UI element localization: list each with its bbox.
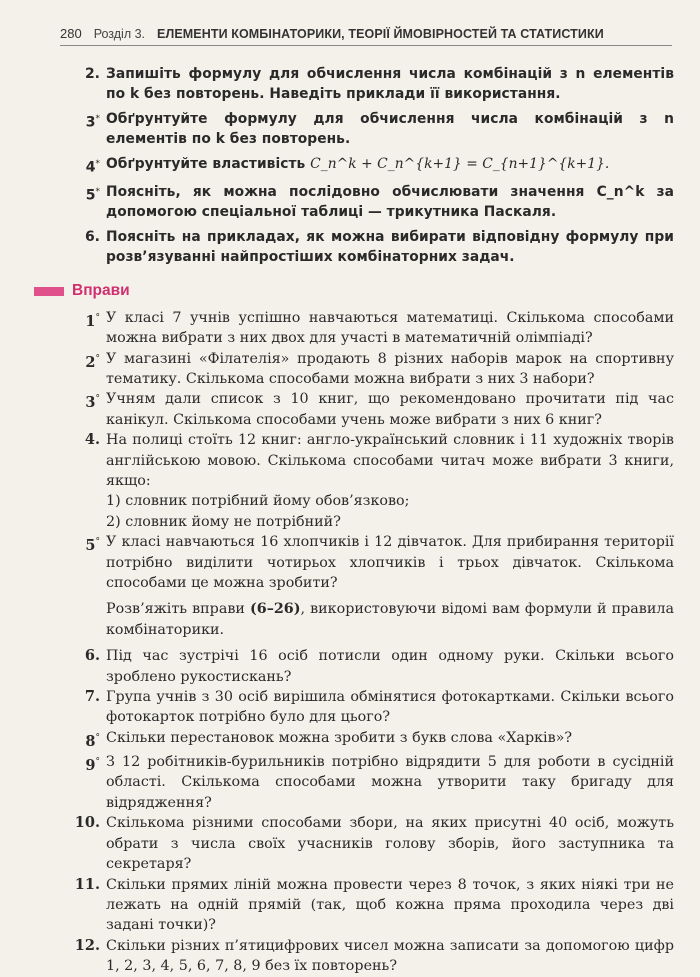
exercise-number-text: 12.	[74, 936, 100, 954]
exercise-subitem: 1) словник потрібний йому обов’язково;	[106, 493, 410, 510]
question-number-text: 3	[85, 114, 96, 131]
exercise-text	[106, 752, 674, 813]
section-label: Розділ 3.	[93, 27, 146, 41]
exercise-number-text: 5	[85, 537, 96, 555]
exercise-item	[66, 389, 674, 430]
exercise-text-body: Скільки різних п’ятицифрових чисел можна записати за допомогою цифр 1, 2, 3, 4, 5, 6, 7, 8, 9 без їх повторень?	[106, 937, 674, 975]
question-difficulty-mark: *	[95, 113, 100, 124]
exercises-heading	[34, 281, 674, 301]
header-rule	[60, 45, 672, 46]
exercise-difficulty-mark: °	[95, 757, 100, 768]
exercise-text-body: На полиці стоїть 12 книг: англо-український словник і 11 художніх творів англійською мовою. Скількома способами читач може вибрати 3 книги, якщо:	[106, 432, 674, 489]
exercise-text	[106, 430, 674, 532]
exercise-number-text: 6.	[84, 647, 100, 665]
exercise-number-text: 4.	[84, 431, 100, 449]
question-text-body: Поясніть на прикладах, як можна вибирати відповідну формулу при розв’язуванні найпростіших комбінаторних задач.	[106, 228, 674, 265]
pascal-identity-formula: C_n^k + C_n^{k+1} = C_{n+1}^{k+1}.	[310, 155, 610, 172]
instruction-range: (6–26)	[249, 601, 301, 618]
section-marker-bar	[34, 287, 64, 296]
question-number	[66, 154, 106, 178]
exercise-text-body: У класі навчаються 16 хлопчиків і 12 дівчаток. Для прибирання території потрібно виділити чотирьох хлопчиків і трьох дівчаток. Скількома способами це можна зробити?	[106, 534, 674, 591]
exercise-text	[106, 532, 674, 593]
chapter-title: ЕЛЕМЕНТИ КОМБІНАТОРИКИ, ТЕОРІЇ ЙМОВІРНОСТЕЙ ТА СТАТИСТИКИ	[157, 27, 604, 41]
exercise-text	[106, 308, 674, 349]
exercise-item	[66, 875, 674, 936]
exercise-number	[66, 308, 106, 349]
question-number-text: 6.	[84, 228, 100, 245]
exercise-text	[106, 875, 674, 936]
exercise-number-text: 1	[85, 312, 96, 330]
question-text-body: Запишіть формулу для обчислення числа комбінацій з n елементів по k без повторень. Наведіть приклади її використання.	[106, 66, 674, 103]
exercise-number-text: 7.	[84, 688, 100, 706]
exercise-number-text: 8	[85, 732, 96, 750]
exercise-number	[66, 813, 106, 874]
exercise-number	[66, 349, 106, 390]
exercise-number	[66, 752, 106, 813]
exercise-subitem: 2) словник йому не потрібний?	[106, 513, 341, 530]
exercise-difficulty-mark: °	[95, 537, 100, 548]
exercise-text-body: У класі 7 учнів успішно навчаються математиці. Скількома способами можна вибрати з них двох для участі в математичній олімпіаді?	[106, 309, 674, 347]
exercise-number	[66, 936, 106, 977]
question-text-body: Обґрунтуйте властивість	[106, 155, 306, 172]
spacer	[66, 267, 674, 271]
instruction-after: , використовуючи відомі вам формули й правила комбінаторики.	[106, 601, 674, 638]
question-difficulty-mark: *	[95, 158, 100, 169]
exercise-text	[106, 646, 674, 687]
exercise-text	[106, 728, 674, 752]
exercise-number	[66, 532, 106, 593]
exercises-title: Вправи	[72, 282, 130, 300]
review-questions	[66, 64, 674, 271]
exercise-number	[66, 875, 106, 936]
instruction-before: Розв’яжіть вправи	[106, 601, 250, 618]
question-text-body: Поясніть, як можна послідовно обчислювати значення C_n^k за допомогою спеціальної таблиці — трикутника Паскаля.	[106, 183, 674, 221]
page-number: 280	[60, 26, 82, 41]
question-text	[106, 64, 674, 105]
question-number	[66, 64, 106, 105]
exercise-text-body: У магазині «Філателія» продають 8 різних наборів марок на спортивну тематику. Скількома способами можна вибрати з них 3 набори?	[106, 350, 674, 387]
question-difficulty-mark: *	[95, 186, 100, 197]
question-number	[66, 182, 106, 223]
exercise-text-body: Скільки прямих ліній можна провести через 8 точок, з яких ніякі три не лежать на одній прямій (так, щоб кожна пряма проходила через дві задані точки)?	[106, 876, 674, 934]
question-number	[66, 227, 106, 268]
exercise-list-b	[66, 646, 674, 976]
exercise-item	[66, 687, 674, 728]
page-content	[66, 64, 674, 977]
question-text-body: Обґрунтуйте формулу для обчислення числа комбінацій з n елементів по k без повторень.	[106, 110, 674, 148]
question-text	[106, 227, 674, 268]
exercise-text-body: Група учнів з 30 осіб вирішила обмінятися фотокартками. Скільки всього фотокарток потрібно було для цього?	[106, 689, 674, 726]
exercise-number	[66, 646, 106, 687]
exercise-number-text: 2	[85, 353, 96, 371]
question-item	[66, 182, 674, 223]
exercise-list-a	[66, 308, 674, 594]
question-item	[66, 109, 674, 150]
exercise-text	[106, 349, 674, 390]
exercise-text-body: Учням дали список з 10 книг, що рекомендовано прочитати під час канікул. Скількома способами учень може вибрати з них 6 книг?	[106, 391, 674, 428]
exercise-text-body: Скількома різними способами збори, на яких присутні 40 осіб, можуть обрати з числа своїх учасників голову зборів, його заступника та секретаря?	[106, 815, 674, 873]
question-number-text: 5	[85, 187, 96, 204]
exercise-number	[66, 728, 106, 752]
exercise-number	[66, 389, 106, 430]
exercise-text	[106, 687, 674, 728]
running-header	[60, 26, 672, 41]
exercise-number-text: 9	[85, 756, 96, 774]
question-number-text: 4	[85, 159, 96, 176]
exercise-item	[66, 936, 674, 977]
exercise-item	[66, 752, 674, 813]
exercise-number-text: 10.	[74, 814, 100, 832]
exercise-text-body: Під час зустрічі 16 осіб потисли один одному руки. Скільки всього зроблено рукостискань?	[106, 648, 674, 685]
question-item	[66, 227, 674, 268]
exercise-item	[66, 813, 674, 874]
question-text	[106, 109, 674, 150]
exercise-number	[66, 430, 106, 532]
question-number	[66, 109, 106, 150]
question-item	[66, 64, 674, 105]
exercise-item	[66, 349, 674, 390]
exercise-number-text: 3	[85, 394, 96, 412]
exercise-difficulty-mark: °	[95, 312, 100, 323]
question-item	[66, 154, 674, 178]
exercise-difficulty-mark: °	[95, 353, 100, 364]
question-text	[106, 154, 674, 178]
instruction-paragraph	[66, 599, 674, 640]
question-number-text: 2.	[84, 66, 100, 82]
exercise-text-body: З 12 робітників-бурильників потрібно відрядити 5 для роботи в сусідній області. Скількома способами можна утворити таку бригаду для відрядження?	[106, 754, 674, 811]
exercise-item	[66, 308, 674, 349]
exercise-text	[106, 813, 674, 874]
exercise-text	[106, 389, 674, 430]
exercise-item	[66, 532, 674, 593]
exercise-number-text: 11.	[74, 875, 100, 893]
exercise-item	[66, 430, 674, 532]
question-text	[106, 182, 674, 223]
exercise-difficulty-mark: °	[95, 732, 100, 743]
exercise-item	[66, 646, 674, 687]
exercise-number	[66, 687, 106, 728]
exercise-item	[66, 728, 674, 752]
exercise-text-body: Скільки перестановок можна зробити з букв слова «Харків»?	[106, 729, 573, 746]
exercise-text	[106, 936, 674, 977]
exercise-difficulty-mark: °	[95, 394, 100, 405]
